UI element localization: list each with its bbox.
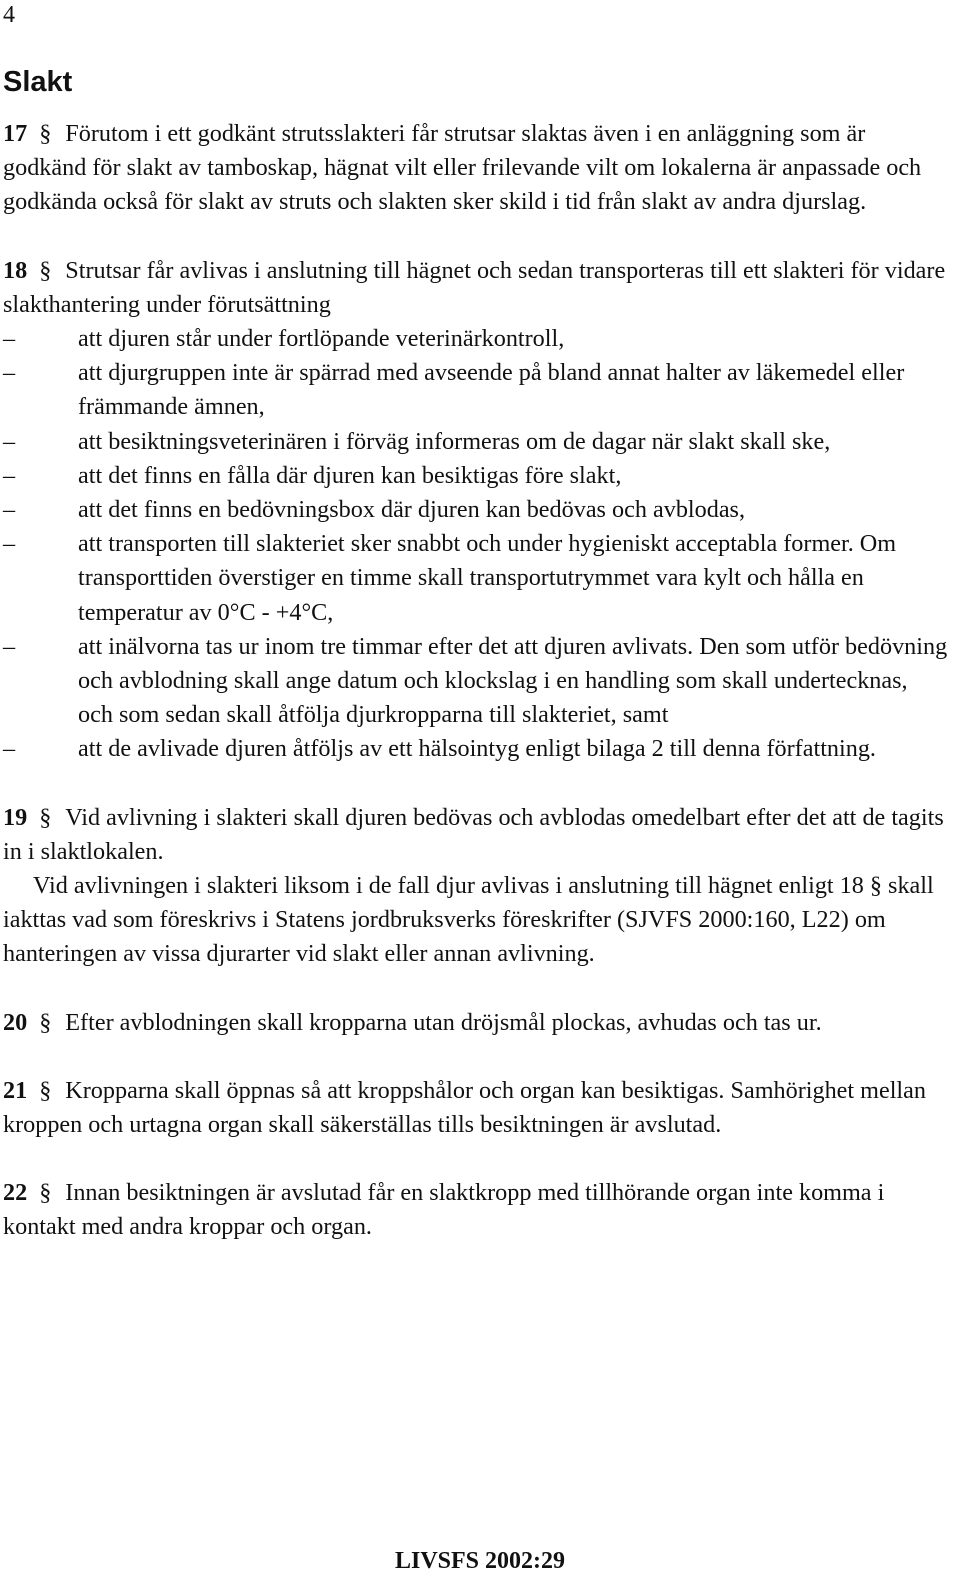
list-item-text: att djuren står under fortlöpande veterinärkontroll, — [78, 325, 565, 353]
list-item — [3, 732, 948, 766]
list-item — [3, 493, 948, 527]
condition-list — [3, 322, 948, 767]
paragraph-19-text — [3, 801, 948, 869]
list-item — [3, 459, 948, 493]
paragraph-18-intro — [3, 254, 948, 322]
page-number: 4 — [3, 2, 15, 28]
paragraph-20-text — [3, 1006, 948, 1040]
paragraph-body: Efter avblodningen skall kropparna utan dröjsmål plockas, avhudas och tas ur. — [65, 1008, 822, 1036]
section-heading: Slakt — [3, 66, 73, 98]
list-item — [3, 322, 948, 356]
paragraph-body: Vid avlivning i slakteri skall djuren bedövas och avblodas omedelbart efter det att de tagits in i slaktlokalen. — [3, 803, 944, 865]
paragraph-body: Kropparna skall öppnas så att kroppshålor och organ kan besiktigas. Samhörighet mellan kroppen och urtagna organ skall säkerställas tills besiktningen är avslutad. — [3, 1076, 926, 1139]
list-item — [3, 356, 948, 424]
paragraph-number: 20 — [3, 1008, 28, 1036]
paragraph-21 — [3, 1074, 948, 1142]
list-item-text: att djurgruppen inte är spärrad med avseende på bland annat halter av läkemedel eller främmande ämnen, — [78, 359, 905, 421]
list-item — [3, 630, 948, 733]
dash-bullet: – — [3, 735, 16, 763]
paragraph-19 — [3, 801, 948, 972]
section-sign: § — [39, 120, 52, 147]
paragraph-body: Strutsar får avlivas i anslutning till hägnet och sedan transporteras till ett slakteri för vidare slakthantering under förutsättning — [3, 256, 946, 318]
paragraph-body: Förutom i ett godkänt strutsslakteri får strutsar slaktas även i en anläggning som är godkänd för slakt av tamboskap, hägnat vilt eller frilevande vilt om lokalerna är anpassade och godkända också för slakt av struts och slakten sker skild i tid från slakt av andra djurslag. — [3, 120, 922, 216]
paragraph-number: 21 — [3, 1076, 28, 1104]
list-item-text: att besiktningsveterinären i förväg informeras om de dagar när slakt skall ske, — [78, 427, 831, 455]
list-item-text: att transporten till slakteriet sker snabbt och under hygieniskt acceptabla former. Om transporttiden överstiger en timme skall transportutrymmet vara kylt och hålla en temperatur av 0°C - +4°C, — [78, 530, 897, 626]
paragraph-22 — [3, 1176, 948, 1244]
list-item-text: att inälvorna tas ur inom tre timmar efter det att djuren avlivats. Den som utför bedövning och avblodning skall ange datum och klockslag i en handling som skall undertecknas, och som sedan skall åtfölja djurkropparna till slakteriet, samt — [78, 632, 948, 729]
section-sign: § — [39, 1008, 52, 1036]
paragraph-body: Innan besiktningen är avslutad får en slaktkropp med tillhörande organ inte komma i kontakt med andra kroppar och organ. — [3, 1179, 885, 1241]
paragraph-number: 22 — [3, 1179, 28, 1207]
document-body — [3, 117, 948, 1279]
dash-bullet: – — [3, 530, 16, 558]
list-item-text: att det finns en fålla där djuren kan besiktigas före slakt, — [78, 461, 622, 489]
list-item-text: att de avlivade djuren åtföljs av ett hälsointyg enligt bilaga 2 till denna författning. — [78, 735, 876, 763]
paragraph-19-second: Vid avlivningen i slakteri liksom i de fall djur avlivas i anslutning till hägnet enligt 18 § skall iakttas vad som föreskrivs i Statens jordbruksverks föreskrifter (SJVFS 2000:160, L22) om hanteringen av vissa djurarter vid slakt eller annan avlivning. — [3, 872, 934, 968]
list-item — [3, 425, 948, 459]
dash-bullet: – — [3, 461, 16, 489]
dash-bullet: – — [3, 632, 16, 660]
section-sign: § — [39, 256, 52, 284]
paragraph-number: 19 — [3, 803, 28, 831]
document-footer: LIVSFS 2002:29 — [394, 1548, 566, 1574]
list-item-text: att det finns en bedövningsbox där djuren kan bedövas och avblodas, — [78, 496, 746, 524]
paragraph-17-text — [3, 117, 948, 220]
list-item — [3, 527, 948, 630]
dash-bullet: – — [3, 427, 16, 455]
dash-bullet: – — [3, 325, 16, 353]
paragraph-18 — [3, 254, 948, 767]
paragraph-21-text — [3, 1074, 948, 1142]
paragraph-number: 17 — [3, 120, 28, 147]
section-sign: § — [39, 803, 52, 831]
paragraph-22-text — [3, 1176, 948, 1244]
section-sign: § — [39, 1179, 52, 1207]
paragraph-20 — [3, 1006, 948, 1040]
dash-bullet: – — [3, 359, 16, 387]
paragraph-17 — [3, 117, 948, 220]
dash-bullet: – — [3, 496, 16, 524]
section-sign: § — [39, 1076, 52, 1104]
paragraph-number: 18 — [3, 256, 28, 284]
